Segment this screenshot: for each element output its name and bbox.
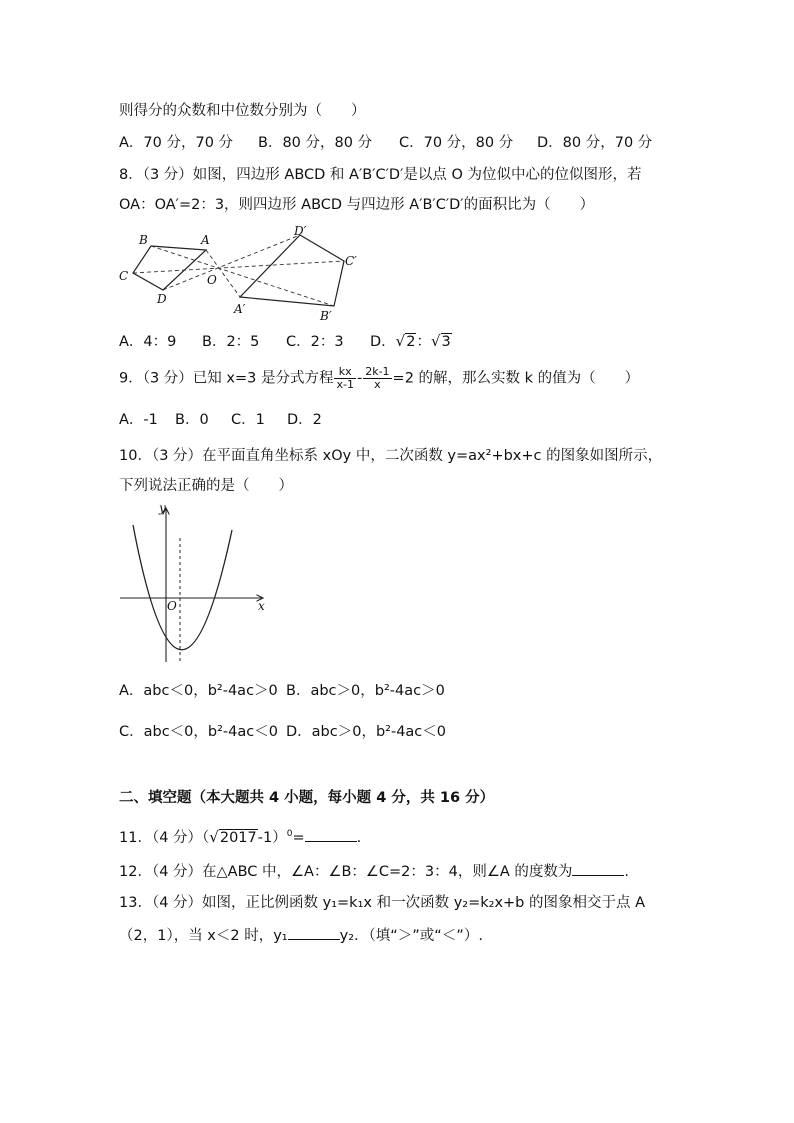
q12-answer-blank[interactable] xyxy=(572,861,624,876)
q10-option-a[interactable]: A．abc＜0，b²-4ac＞0 xyxy=(119,683,278,699)
label-a-prime: A′ xyxy=(234,302,246,316)
q10-stem-line1: 10．（3 分）在平面直角坐标系 xOy 中，二次函数 y=ax²+bx+c 的图象如图所示， xyxy=(119,448,663,464)
q8-stem-line1: 8．（3 分）如图，四边形 ABCD 和 A′B′C′D′是以点 O 为位似中心的位似图形，若 xyxy=(119,167,642,183)
q9-option-b[interactable]: B．0 xyxy=(175,412,209,428)
q8-stem-line2: OA：OA′=2：3，则四边形 ABCD 与四边形 A′B′C′D′的面积比为（ ） xyxy=(119,197,595,213)
q8-options xyxy=(119,331,452,352)
q12-stem: 12．（4 分）在△ABC 中，∠A：∠B：∠C=2：3：4，则∠A 的度数为 . xyxy=(119,861,629,882)
label-c-prime: C′ xyxy=(345,254,357,268)
quad-a1b1c1d1 xyxy=(240,235,344,306)
q7-option-b[interactable]: B．80 分，80 分 xyxy=(258,135,373,151)
q10-stem-line2: 下列说法正确的是（ ） xyxy=(119,478,293,494)
q8-figure xyxy=(115,225,365,325)
q10-options-row1 xyxy=(119,681,445,701)
q7-option-d[interactable]: D．80 分，70 分 xyxy=(537,135,653,151)
quad-abcd xyxy=(133,246,206,290)
q7-options xyxy=(119,133,652,153)
y-axis-label: y xyxy=(159,501,166,515)
q10-option-b[interactable]: B．abc＞0，b²-4ac＞0 xyxy=(286,683,445,699)
q10-option-c[interactable]: C．abc＜0，b²-4ac＜0 xyxy=(119,724,278,740)
q10-parabola-figure xyxy=(115,500,275,665)
parabola-curve xyxy=(133,525,232,650)
q11-stem: 11．（4 分）$(√2017-1)^0=$ . xyxy=(119,827,362,846)
q9-fraction-2: $\frac{2k-1}{x}$ xyxy=(365,365,390,391)
q10-options-row2 xyxy=(119,722,446,742)
q9-option-c[interactable]: C．1 xyxy=(231,412,265,428)
label-d-prime: D′ xyxy=(294,225,307,238)
q8-option-c[interactable]: C．2：3 xyxy=(286,334,344,350)
q9-option-a[interactable]: A．-1 xyxy=(119,412,158,428)
q8-option-d[interactable]: D．√2：√3 xyxy=(370,332,451,350)
q9-fraction-1: $\frac{kx}{x-1}$ xyxy=(336,365,354,391)
q8-option-b[interactable]: B．2：5 xyxy=(202,334,260,350)
origin-label: O xyxy=(167,599,177,613)
q13-stem-line2: （2，1），当 x＜2 时，y₁ y₂．（填“＞”或“＜”）. xyxy=(119,925,483,946)
q13-answer-blank[interactable] xyxy=(288,925,340,940)
q13-stem-line1: 13．（4 分）如图，正比例函数 y₁=k₁x 和一次函数 y₂=k₂x+b 的图象相交于点 A xyxy=(119,895,646,911)
label-b-prime: B′ xyxy=(320,309,332,323)
q7-option-a[interactable]: A．70 分，70 分 xyxy=(119,135,234,151)
label-d: D xyxy=(157,292,167,306)
q9-options xyxy=(119,410,322,430)
label-a: A xyxy=(201,233,210,247)
q7-tail: 则得分的众数和中位数分别为（ ） xyxy=(119,103,366,119)
label-o: O xyxy=(207,273,217,287)
q11-answer-blank[interactable] xyxy=(305,827,357,842)
section2-title: 二、填空题（本大题共 4 小题，每小题 4 分，共 16 分） xyxy=(119,790,495,806)
q8-option-a[interactable]: A．4：9 xyxy=(119,334,177,350)
x-axis-label: x xyxy=(258,599,265,613)
q7-option-c[interactable]: C．70 分，80 分 xyxy=(399,135,514,151)
q9-stem: 9．（3 分）已知 x=3 是分式方程 $\frac{kx}{x-1}$ - $\frac{2k-1}{x}$ =2 的解，那么实数 k 的值为（ ） xyxy=(119,365,640,391)
q10-option-d[interactable]: D．abc＞0，b²-4ac＜0 xyxy=(286,724,447,740)
q9-option-d[interactable]: D．2 xyxy=(287,412,322,428)
label-c: C xyxy=(119,269,129,283)
label-b: B xyxy=(139,233,148,247)
